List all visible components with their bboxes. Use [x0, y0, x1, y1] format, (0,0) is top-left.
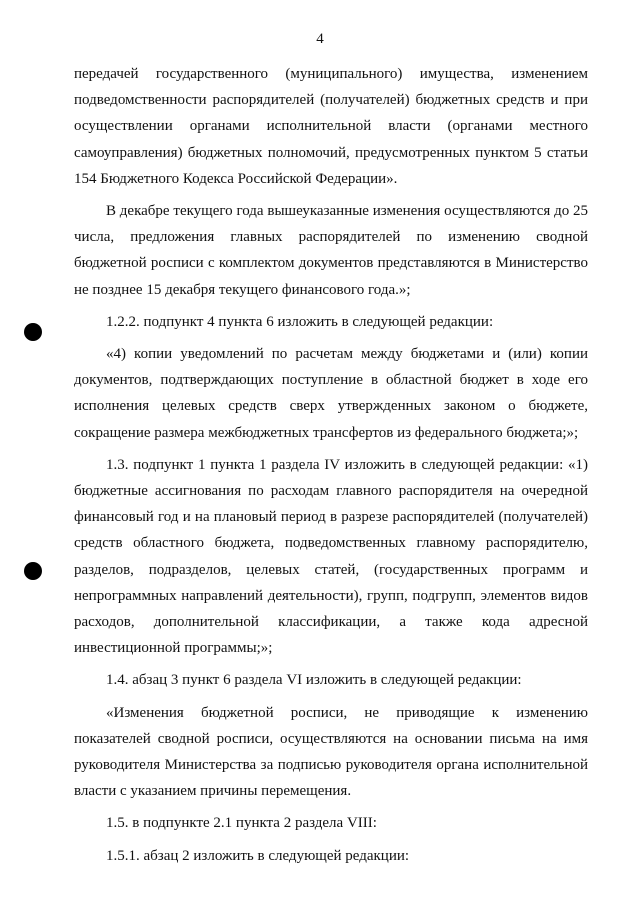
paragraph-1-2-2: 1.2.2. подпункт 4 пункта 6 изложить в следующей редакции: [106, 313, 494, 330]
paragraph-december-deadline: В декабре текущего года вышеуказанные изменения осуществляются до 25 числа, предложения главных распорядителей по изменению сводной бюджетной росписи с комплектом документов представляются в Министерство не позднее 15 декабря текущего финансового года.»; [74, 203, 588, 298]
paragraph-1-4: 1.4. абзац 3 пункт 6 раздела VI изложить в следующей редакции: [106, 672, 522, 689]
paragraph-continuation: передачей государственного (муниципального) имущества, изменением подведомственности распорядителей (получателей) бюджетных средств и при осуществлении органами исполнительной власти (органами местного самоуправления) бюджетных полномочий, предусмотренных пунктом 5 статьи 154 Бюджетного Кодекса Российской Федерации». [74, 66, 588, 187]
punch-hole-mark [24, 562, 42, 580]
paragraph-1-3: 1.3. подпункт 1 пункта 1 раздела IV изложить в следующей редакции: «1) бюджетные ассигнования по расходам главного распорядителя на очередной финансовый год и на плановый период в разрезе распорядителей (получателей) средств областного бюджета, подведомственных главному распорядителю, разделов, подразделов, целевых статей, (государственных программ и непрограммных направлений деятельности), групп, подгрупп, элементов видов расходов, дополнительной классификации, а также кода адресной инвестиционной программы;»; [74, 456, 588, 657]
document-body [74, 61, 588, 869]
page-number: 4 [316, 31, 324, 47]
punch-hole-mark [24, 323, 42, 341]
paragraph-budget-changes: «Изменения бюджетной росписи, не приводящие к изменению показателей сводной росписи, осуществляются на основании письма на имя руководителя Министерства за подписью руководителя органа исполнительной власти с указанием причины перемещения. [74, 704, 588, 800]
paragraph-1-5: 1.5. в подпункте 2.1 пункта 2 раздела VIII: [106, 815, 377, 832]
paragraph-subpoint-4: «4) копии уведомлений по расчетам между бюджетами и (или) копии документов, подтверждающих поступление в областной бюджет в ходе его исполнения целевых средств сверх утвержденных законом о бюджете, сокращение размера межбюджетных трансфертов из федерального бюджета;»; [74, 346, 588, 441]
paragraph-1-5-1: 1.5.1. абзац 2 изложить в следующей редакции: [106, 847, 410, 864]
